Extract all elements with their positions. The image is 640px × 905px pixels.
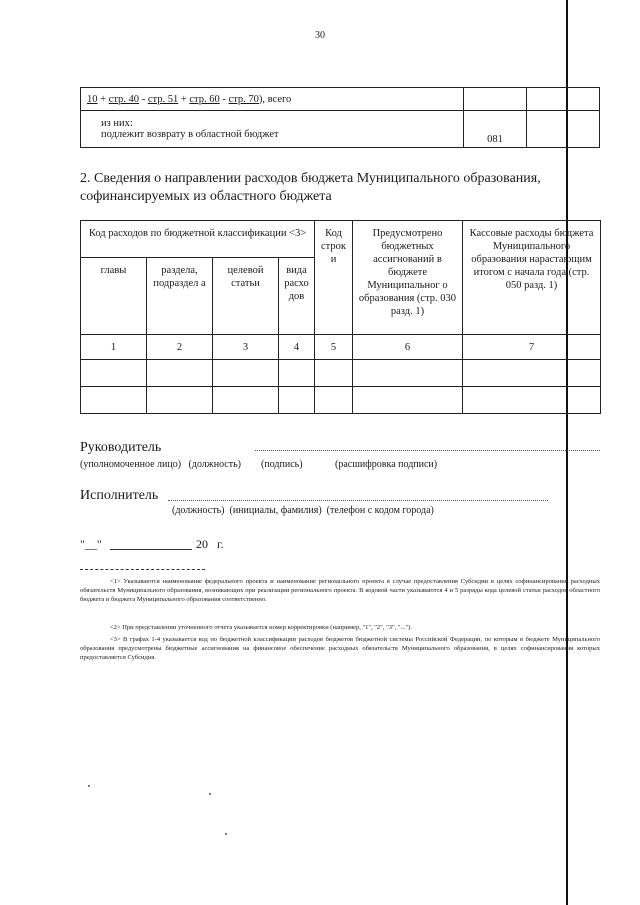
formula-ref-2: стр. 51 (147, 93, 179, 105)
top-table-row-total (81, 88, 600, 111)
return-code-cell: 081 (464, 111, 527, 148)
formula-sep-2: - (139, 93, 148, 105)
col-number-3: 3 (213, 335, 279, 360)
header-vida: вида расхо дов (279, 258, 315, 335)
formula-sep-3: + (178, 93, 190, 105)
scan-speck (209, 793, 211, 795)
section-title: 2. Сведения о направлении расходов бюджета Муниципального образования, софинансируемых из областного бюджета (80, 171, 541, 204)
head-signature-line (255, 450, 600, 451)
footnote-1: <1> Указываются наименование федерального проекта и наименование регионального проекта в случае предоставления Субсидии в целях софинансирования расходных обязательств Муниципального образования, возникающих при реализации регионального проекта. В кодовой части указываются 4 и 5 разряды кода целевой статьи расходов областного бюджета и бюджета Муниципального образования соответственно. (80, 578, 600, 603)
header-cash-expenses: Кассовые расходы бюджета Муниципального образования нарастающим итогом с начала года (стр. 050 разд. 1) (463, 221, 601, 335)
executor-signature-line (168, 500, 548, 501)
formula-ref-3: стр. 60 (189, 93, 220, 105)
header-razdela: раздела, подраздел а (147, 258, 213, 335)
header-planned: Предусмотрено бюджетных ассигнований в бюджете Муниципальног о образования (стр. 030 разд. 1) (353, 221, 463, 335)
return-value-cell (527, 111, 600, 148)
table-row (81, 387, 601, 414)
col-number-6: 6 (353, 335, 463, 360)
formula-ref-4: стр. 70 (228, 93, 259, 105)
group-header-cell: Код расходов по бюджетной классификации <3> (81, 221, 315, 258)
col-number-2: 2 (147, 335, 213, 360)
date-line (110, 549, 192, 550)
return-label-line2: подлежит возврату в областной бюджет (101, 129, 279, 140)
total-code-cell (464, 88, 527, 111)
date-quote: "__" (80, 537, 102, 551)
executor-label: Исполнитель (80, 488, 159, 503)
header-celevoy: целевой статьи (213, 258, 279, 335)
table-row (81, 360, 601, 387)
footnote-2: <2> При представлении уточненного отчета указывается номер корректировки (например, "1", "2", "3", "..."). (110, 624, 412, 631)
table-header-row-1 (81, 221, 601, 258)
executor-caption: (должность) (инициалы, фамилия) (телефон с кодом города) (172, 505, 434, 516)
header-code: Код строк и (315, 221, 353, 335)
head-caption: (уполномоченное лицо) (должность) (подпись) (расшифровка подписи) (80, 459, 438, 470)
total-value-cell (527, 88, 600, 111)
return-label-cell (81, 111, 464, 148)
formula-sep-4: - (219, 93, 229, 105)
page-number: 30 (315, 30, 325, 41)
header-glavy: главы (81, 258, 147, 335)
col-number-5: 5 (315, 335, 353, 360)
table-number-row (81, 335, 601, 360)
scan-speck (88, 785, 90, 787)
expenses-table (80, 220, 601, 414)
formula-sep-1: + (97, 93, 109, 105)
formula-suffix: ), всего (258, 93, 292, 105)
scan-speck (225, 833, 227, 835)
date-year: 20 г. (196, 537, 224, 551)
col-number-4: 4 (279, 335, 315, 360)
top-table-row-return (81, 111, 600, 148)
return-label-line1: из них: (101, 118, 133, 129)
head-label: Руководитель (80, 440, 162, 455)
footnote-separator (80, 569, 205, 570)
formula-ref-1: стр. 40 (108, 93, 140, 105)
top-table (80, 87, 600, 148)
formula-prefix: 10 (87, 93, 98, 105)
col-number-7: 7 (463, 335, 601, 360)
total-formula-cell (81, 88, 464, 111)
col-number-1: 1 (81, 335, 147, 360)
footnote-3: <3> В графах 1-4 указывается код по бюджетной классификации расходов бюджетов бюджетной системы Российской Федерации, по которым в бюджете Муниципального образования предусмотрены бюджетные ассигнования на финансовое обеспечение расходных обязательств Муниципального образования, в целях софинансирования которых предоставляется Субсидия. (80, 636, 600, 661)
